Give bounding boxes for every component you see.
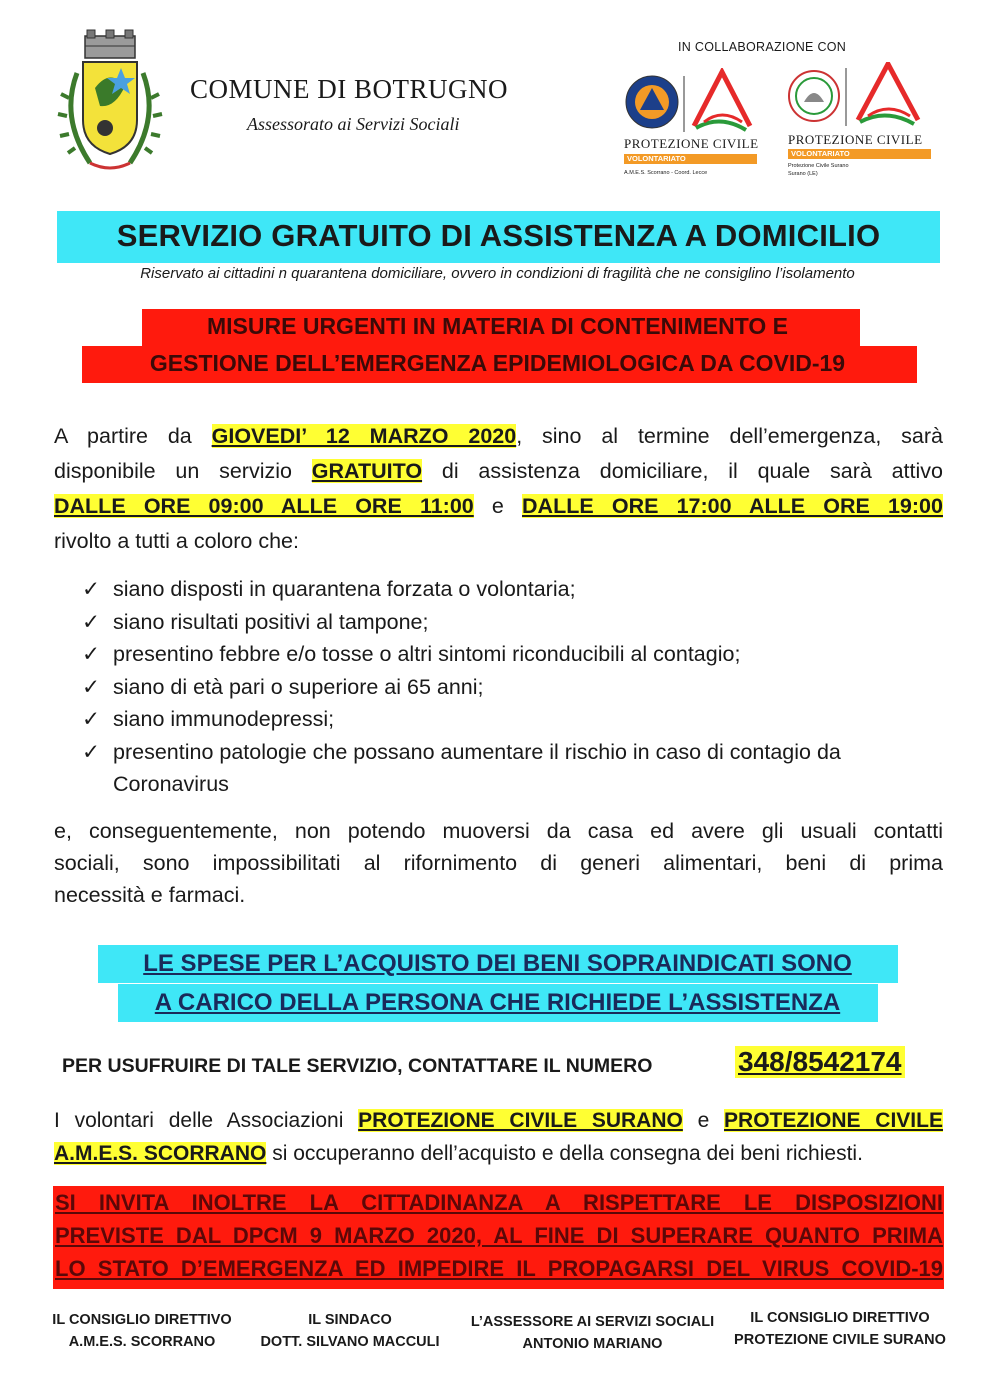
signature-name: A.M.E.S. SCORRANO <box>68 1334 216 1350</box>
urgent-line-1: MISURE URGENTI IN MATERIA DI CONTENIMENTO E <box>207 313 788 339</box>
signature-name: PROTEZIONE CIVILE SURANO <box>734 1332 946 1348</box>
volunteers-line-1 <box>54 1104 943 1137</box>
costs-text: A CARICO DELLA PERSONA CHE RICHIEDE L’ASSISTENZA <box>154 989 841 1016</box>
collaboration-label: IN COLLABORAZIONE CON <box>678 40 847 54</box>
costs-line-2 <box>0 989 995 1017</box>
signature-role: IL CONSIGLIO DIRETTIVO <box>750 1310 930 1326</box>
partner-logo-pc-surano <box>786 62 936 182</box>
intro-line-4: rivolto a tutti a coloro che: <box>54 529 299 553</box>
list-item-continuation <box>82 768 841 801</box>
signature-role: L’ASSESSORE AI SERVIZI SOCIALI <box>470 1314 715 1330</box>
consequence-line-3: necessità e farmaci. <box>54 883 246 907</box>
volunteers-text: e <box>697 1109 710 1132</box>
partner-logo-ames-scorrano <box>622 68 762 180</box>
org-ames-scorrano: A.M.E.S. SCORRANO <box>54 1142 267 1165</box>
intro-text: A partire da <box>54 424 192 448</box>
list-indent <box>82 768 113 801</box>
page-subtitle: Riservato ai cittadini n quarantena domiciliare, ovvero in condizioni di fragilità che ne consiglino l’isolamento <box>140 265 855 282</box>
free-label: GRATUITO <box>311 459 423 483</box>
list-item <box>82 736 841 769</box>
list-item <box>82 606 841 639</box>
partner1-bar: VOLONTARIATO <box>624 154 757 164</box>
partner1-subtext: A.M.E.S. Scorrano - Coord. Lecce <box>624 170 708 176</box>
intro-text: e <box>491 494 504 518</box>
costs-text: LE SPESE PER L’ACQUISTO DEI BENI SOPRAINDICATI SONO <box>143 950 852 977</box>
phone-number[interactable]: 348/8542174 <box>735 1046 905 1078</box>
intro-text: di assistenza domiciliare, il quale sarà attivo <box>441 459 943 483</box>
volunteers-text: si occuperanno dell’acquisto e della consegna dei beni richiesti. <box>272 1142 863 1165</box>
civil-protection-logo-icon <box>786 62 936 130</box>
intro-text: , sino al termine dell’emergenza, sarà <box>516 424 943 448</box>
intro-line-2 <box>54 454 943 489</box>
intro-line-3 <box>54 489 943 524</box>
checkmark-icon: ✓ <box>82 609 101 634</box>
partner2-subtext-1: Protezione Civile Surano <box>788 163 849 169</box>
signature-role: IL CONSIGLIO DIRETTIVO <box>52 1312 232 1328</box>
list-item <box>82 671 841 704</box>
appeal-line-1: SI INVITA INOLTRE LA CITTADINANZA A RISPETTARE LE DISPOSIZIONI <box>55 1190 943 1215</box>
appeal-line-2: PREVISTE DAL DPCM 9 MARZO 2020, AL FINE DI SUPERARE QUANTO PRIMA <box>55 1223 943 1248</box>
intro-text: disponibile un servizio <box>54 459 292 483</box>
page-title: SERVIZIO GRATUITO DI ASSISTENZA A DOMICILIO <box>116 218 881 253</box>
list-item <box>82 638 841 671</box>
partner1-name: PROTEZIONE CIVILE <box>624 136 759 151</box>
appeal-line-3: LO STATO D’EMERGENZA ED IMPEDIRE IL PROPAGARSI DEL VIRUS COVID-19 <box>55 1256 943 1281</box>
urgent-line-2: GESTIONE DELL’EMERGENZA EPIDEMIOLOGICA DA COVID-19 <box>149 350 846 376</box>
checkmark-icon: ✓ <box>82 577 101 601</box>
hours-evening: DALLE ORE 17:00 ALLE ORE 19:00 <box>522 494 943 518</box>
volunteers-paragraph <box>54 1104 943 1170</box>
list-item-text: Coronavirus <box>113 772 229 796</box>
consequence-paragraph <box>54 815 943 911</box>
volunteers-text: I volontari delle Associazioni <box>54 1109 344 1132</box>
hours-morning: DALLE ORE 09:00 ALLE ORE 11:00 <box>54 494 474 518</box>
partner2-bar: VOLONTARIATO <box>788 149 931 159</box>
list-item-text: siano risultati positivi al tampone; <box>113 609 429 634</box>
checkmark-icon: ✓ <box>82 674 101 699</box>
signature-councillor <box>465 1311 720 1355</box>
signature-role: IL SINDACO <box>308 1312 392 1328</box>
signature-name: ANTONIO MARIANO <box>522 1336 663 1352</box>
org-pc-surano: PROTEZIONE CIVILE SURANO <box>358 1109 683 1132</box>
signature-pc-surano <box>730 1307 950 1351</box>
intro-paragraph <box>54 419 943 559</box>
consequence-line-1: e, conseguentemente, non potendo muoversi da casa ed avere gli usuali contatti <box>54 819 943 843</box>
partner2-subtext-2: Surano (LE) <box>788 171 818 177</box>
contact-label: PER USUFRUIRE DI TALE SERVIZIO, CONTATTARE IL NUMERO <box>62 1055 653 1077</box>
criteria-list <box>82 573 841 801</box>
signature-name: DOTT. SILVANO MACCULI <box>260 1334 440 1350</box>
list-item <box>82 573 841 606</box>
list-item <box>82 703 841 736</box>
partner2-name: PROTEZIONE CIVILE <box>788 132 923 147</box>
civil-protection-logo-icon <box>622 68 762 136</box>
list-item-text: presentino patologie che possano aumentare il rischio in caso di contagio da <box>113 739 841 764</box>
signature-mayor <box>250 1309 450 1353</box>
volunteers-line-2 <box>54 1137 943 1170</box>
department-name: Assessorato ai Servizi Sociali <box>247 114 460 134</box>
costs-line-1 <box>0 950 995 978</box>
consequence-line-2: sociali, sono impossibilitati al rifornimento di generi alimentari, beni di prima <box>54 851 943 875</box>
start-date: GIOVEDI’ 12 MARZO 2020 <box>211 424 517 448</box>
municipality-name: COMUNE DI BOTRUGNO <box>190 74 508 104</box>
list-item-text: siano disposti in quarantena forzata o volontaria; <box>113 577 576 601</box>
list-item-text: siano immunodepressi; <box>113 707 335 731</box>
intro-line-1 <box>54 419 943 454</box>
signature-ames <box>42 1309 242 1353</box>
list-item-text: presentino febbre e/o tosse o altri sintomi riconducibili al contagio; <box>113 642 741 666</box>
checkmark-icon: ✓ <box>82 707 101 731</box>
municipal-crest-icon <box>55 28 165 178</box>
org-pc-label: PROTEZIONE CIVILE <box>724 1109 943 1132</box>
checkmark-icon: ✓ <box>82 739 101 764</box>
list-item-text: siano di età pari o superiore ai 65 anni; <box>113 674 484 699</box>
checkmark-icon: ✓ <box>82 642 101 666</box>
